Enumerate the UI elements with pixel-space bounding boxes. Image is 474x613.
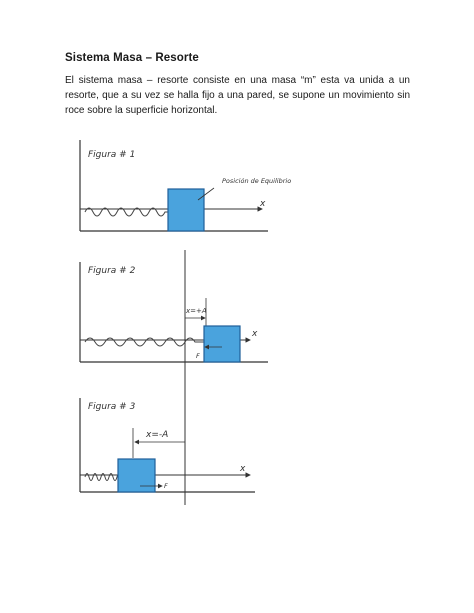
figure-2-force-label: F (196, 352, 200, 360)
figure-1-mass (168, 189, 204, 231)
figure-2-mass (204, 326, 240, 362)
figure-1 (80, 140, 291, 231)
document-title: Sistema Masa – Resorte (65, 52, 199, 64)
figure-2 (80, 262, 268, 362)
figure-1-annotation: Posición de Equilibrio (222, 177, 292, 185)
figure-3-displacement-label: x=-A (146, 430, 169, 440)
figure-3-label: Figura # 3 (88, 402, 136, 412)
figure-2-displacement-label: x=+A (186, 307, 207, 315)
figure-2-label: Figura # 2 (88, 266, 136, 276)
figure-1-label: Figura # 1 (88, 150, 136, 160)
figure-2-spring (85, 338, 205, 346)
figure-3-mass (118, 459, 155, 492)
figure-2-axis-label: x (252, 329, 258, 339)
intro-paragraph: El sistema masa – resorte consiste en una masa “m” esta va unida a un resorte, que a su vez se halla fijo a una pared, se supone un movimiento sin roce sobre la superficie horizontal. (65, 75, 410, 116)
figure-3-force-label: F (164, 482, 168, 490)
figure-1-axis-label: x (260, 199, 266, 209)
figure-3-axis-label: x (240, 464, 246, 474)
figure-3 (80, 398, 255, 492)
